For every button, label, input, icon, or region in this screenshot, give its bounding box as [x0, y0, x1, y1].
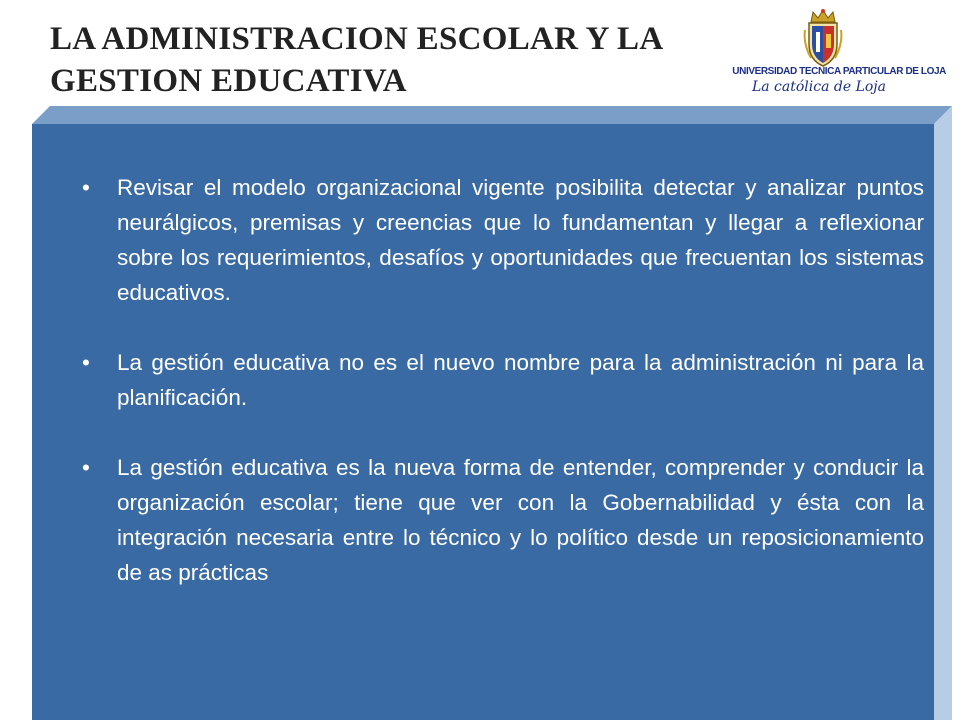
panel-side-bevel — [934, 106, 952, 720]
panel-top-bevel — [32, 106, 952, 124]
bullet-item: • La gestión educativa es la nueva forma de entender, comprender y conducir la organización escolar; tiene que ver con la Gobernabilidad y ésta con la integración necesaria entre lo técnico y lo político desde un reposicionamiento de as prácticas — [78, 450, 924, 590]
slide-title-line-1: LA ADMINISTRACION ESCOLAR Y LA — [50, 21, 664, 57]
bullet-item: • La gestión educativa no es el nuevo nombre para la administración ni para la planificación. — [78, 345, 924, 415]
bullet-item: • Revisar el modelo organizacional vigente posibilita detectar y analizar puntos neurálgicos, premisas y creencias que lo fundamentan y llegar a reflexionar sobre los requerimientos, desafíos y oportunidades que frecuentan los sistemas educativos. — [78, 170, 924, 310]
university-tagline: La católica de Loja — [751, 79, 886, 95]
university-name: UNIVERSIDAD TECNICA PARTICULAR DE LOJA — [732, 66, 946, 77]
bullet-list — [78, 170, 924, 625]
slide-title-line-2: GESTION EDUCATIVA — [50, 63, 407, 99]
